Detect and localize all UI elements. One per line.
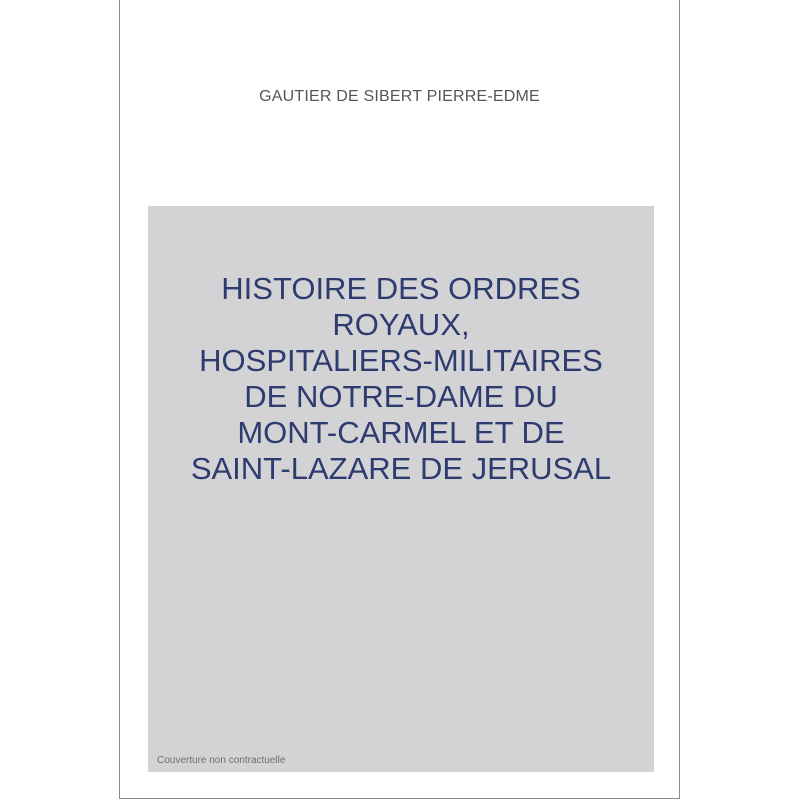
book-title: HISTOIRE DES ORDRES ROYAUX, HOSPITALIERS-MILITAIRES DE NOTRE-DAME DU MONT-CARMEL ET DE SAINT-LAZARE DE JERUSAL xyxy=(190,271,612,486)
title-block xyxy=(148,206,654,772)
book-cover xyxy=(119,0,680,799)
author-name: GAUTIER DE SIBERT PIERRE-EDME xyxy=(259,88,540,105)
cover-disclaimer: Couverture non contractuelle xyxy=(157,755,286,766)
